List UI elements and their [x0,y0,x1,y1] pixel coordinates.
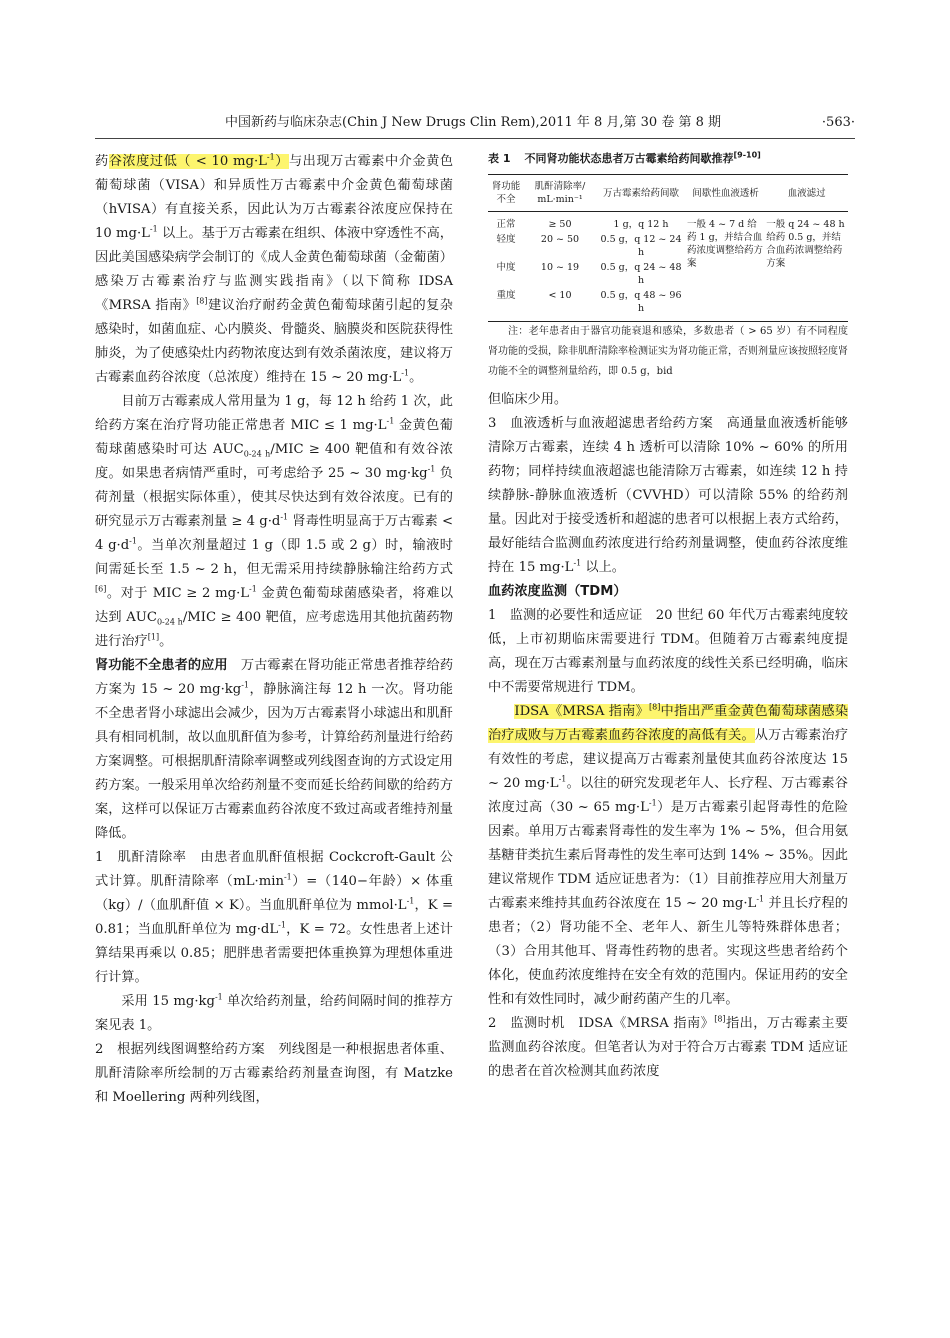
left-column [95,150,453,1110]
right-column [488,150,848,1084]
hemofiltration-cell: 一般 q 24 ~ 48 h 给药 0.5 g，并结合血药浓调整给药方案 [766,219,845,269]
paragraph-monitoring-timing: 2 监测时机 IDSA《MRSA 指南》[8]指出，万古霉素主要监测血药谷浓度。但笔者认为对于符合万古霉素 TDM 适应证的患者在首次检测其血药浓度 [488,1014,849,1079]
table-caption: 表 1 不同肾功能状态患者万古霉素给药间歇推荐[9-10] [488,150,761,165]
dosing-table [488,174,848,322]
journal-citation: 中国新药与临床杂志(Chin J New Drugs Clin Rem),2011 年 8 月,第 30 卷 第 8 期 [225,115,721,130]
page-number: ·563· [821,115,855,130]
paragraph-trough-concentration: 药谷浓度过低（ < 10 $mg\cdot L^{-1}$）与出现万古霉素中介金黄色葡萄球菌（VISA）和异质性万古霉素中介金黄色葡萄球菌（hVISA）有直接关系，因此认为万古霉素谷浓度应保持在 10 $mg\cdot L^{-1}$ 以上。基于万古霉素在组织、体液中穿透性不高，因此美国感染病学会制订的《成人金黄色葡萄球菌（金葡菌）感染万古霉素治疗与监测实践指南》（以下简称 IDSA《MRSA 指南》[8]建议治疗耐药金黄色葡萄球菌引起的复杂感染时，如菌血症、心内膜炎、骨髓炎、脑膜炎和医院获得性肺炎，为了使感染灶内药物浓度达到有效杀菌浓度，建议将万古霉素血药谷浓度（总浓度）维持在 15 ~ 20 $mg\cdot L^{-1}$。 [95,152,454,385]
table-row: 重度 < 10 0.5 g，q 48 ~ 96 h [496,290,682,314]
table-header: 万古霉素给药间歇 [596,175,686,212]
table-header: 肾功能不全 [488,175,524,212]
paragraph-adult-dosage: 目前万古霉素成人常用量为 1 g，每 12 h 给药 1 次，此给药方案在治疗肾功能正常患者 MIC ≤ 1 $mg\cdot L^{-1}$ 金黄色葡萄球菌感染时可达 $AUC_{0-24 h}$/MIC ≥ 400 靶值和有效谷浓度。如果患者病情严重时，可考虑给予 25 ~ 30 $mg\cdot kg^{-1}$ 负荷剂量（根据实际体重），使其尽快达到有效谷浓度。已有的研究显示万古霉素剂量 ≥ 4 $g\cdot d^{-1}$ 肾毒性明显高于万古霉素 < 4 $g\cdot d^{-1}$。当单次剂量超过 1 g（即 1.5 或 2 g）时，输液时间需延长至 1.5 ~ 2 h，但无需采用持续静脉输注给药方式[6]。对于 MIC ≥ 2 $mg\cdot L^{-1}$ 金黄色葡萄球菌感染者，将难以达到 $AUC_{0-24 h}$/MIC ≥ 400 靶值，应考虑选用其他抗菌药物进行治疗[1]。 [95,394,454,649]
paragraph-renal-insufficiency: 肾功能不全患者的应用 万古霉素在肾功能正常患者推荐给药方案为 15 ~ 20 $mg\cdot kg^{-1}$，静脉滴注每 12 h 一次。肾功能不全患者肾小球滤出会减少，因为万古霉素肾小球滤出和肌酐具有相同机制，故以血肌酐值为参考，计算给药剂量进行给药方案调整。可根据肌酐清除率调整或列线图查询的方式设定用药方案。一般采用单次给药剂量不变而延长给药间歇的给药方案，这样可以保证万古霉素血药谷浓度不致过高或者维持剂量降低。 [95,658,454,841]
highlighted-text: 谷浓度过低（ < 10 $mg\cdot L^{-1}$） [108,152,289,169]
table-row: 正常 ≥ 50 1 g，q 12 h 一般 4 ~ 7 d 给药 1 g，并结合血药浓度调整给药方案 一般 q 24 ~ 48 h 给药 0.5 g，并结合血药浓调整给药方案 [488,212,848,233]
paragraph-nomogram: 2 根据列线图调整给药方案 列线图是一种根据患者体重、肌酐清除率所绘制的万古霉素给药剂量查询图，有 Matzke 和 Moellering 两种列线图， [95,1042,453,1105]
table-row: 中度 10 ~ 19 0.5 g，q 24 ~ 48 h [496,262,682,286]
running-header [95,108,855,139]
paragraph-creatinine-clearance: 1 肌酐清除率 由患者血肌酐值根据 Cockcroft-Gault 公式计算。肌酐清除率$(mL\cdot\min^{-1})=(140-$年龄）× 体重（kg）/（血肌酐值 × K）。当血肌酐单位为 $mmol\cdot L^{-1}$，K = 0.81；当血肌酐单位为 $mg\cdot dL^{-1}$，K = 72。女性患者上述计算结果再乘以 0.85；肥胖患者需要把体重换算为理想体重进行计算。 [95,850,454,985]
table-header: 间歇性血液透析 [686,175,765,212]
section-heading-renal: 肾功能不全患者的应用 [95,658,228,673]
table-header: 肌酐清除率/ mL·min⁻¹ [524,175,596,212]
table-row: 轻度 20 ~ 50 0.5 g，q 12 ~ 24 h [496,234,682,258]
table-note: 注：老年患者由于器官功能衰退和感染，多数患者（ > 65 岁）有不同程度肾功能的受损，除非肌酐清除率检测证实为肾功能正常，否则剂量应该按照轻度肾功能不全的调整剂量给药，即 0.5 g，bid [488,326,848,377]
paragraph-dialysis: 3 血液透析与血液超滤患者给药方案 高通量血液透析能够清除万古霉素，连续 4 h 透析可以清除 10% ~ 60% 的所用药物；同样持续血液超滤也能清除万古霉素，如连续 12 h 持续静脉-静脉血液透析（CVVHD）可以清除 55% 的给药剂量。因此对于接受透析和超滤的患者可以根据上表方式给药，最好能结合监测血药浓度进行给药剂量调整，使血药谷浓度维持在 15 $mg\cdot L^{-1}$ 以上。 [488,416,848,575]
paragraph-tdm-necessity: 1 监测的必要性和适应证 20 世纪 60 年代万古霉素纯度较低，上市初期临床需要进行 TDM。但随着万古霉素纯度提高，现在万古霉素剂量与血药浓度的线性关系已经明确，临床中不需要常规进行 TDM。 [488,608,848,695]
paragraph-idsa-guideline: IDSA《MRSA 指南》[8]中指出严重金黄色葡萄球菌感染治疗成败与万古霉素血药谷浓度的高低有关。从万古霉素治疗有效性的考虑，建议提高万古霉素剂量使其血药谷浓度达 15 ~ 20 $mg\cdot L^{-1}$。以往的研究发现老年人、长疗程、万古霉素谷浓度过高（30 ~ 65 $mg\cdot L^{-1}$）是万古霉素引起肾毒性的危险因素。单用万古霉素肾毒性的发生率为 1% ~ 5%，但合用氨基糖苷类抗生素后肾毒性的发生率可达到 14% ~ 35%。因此建议常规作 TDM 适应证患者为：（1）目前推荐应用大剂量万古霉素来维持其血药谷浓度在 15 ~ 20 $mg\cdot L^{-1}$ 并且长疗程的患者；（2）肾功能不全、老年人、新生儿等特殊群体患者；（3）合用其他耳、肾毒性药物的患者。实现这些患者给药个体化，使血药浓度维持在安全有效的范围内。保证用药的安全性和有效性同时，减少耐药菌产生的几率。 [488,702,849,1007]
highlighted-text: IDSA《MRSA 指南》[8]中指出严重金黄色葡萄球菌感染治疗成败与万古霉素血药谷浓度的高低有关。 [488,702,849,743]
paragraph-rarely-used: 但临床少用。 [488,392,568,407]
section-heading-tdm: 血药浓度监测（TDM） [488,584,627,599]
paragraph-dosing-interval: 采用 15 $mg\cdot kg^{-1}$ 单次给药剂量，给药间隔时间的推荐方案见表 1。 [95,992,453,1033]
dialysis-cell: 一般 4 ~ 7 d 给药 1 g，并结合血药浓度调整给药方案 [687,219,764,269]
table-header: 血液滤过 [765,175,848,212]
